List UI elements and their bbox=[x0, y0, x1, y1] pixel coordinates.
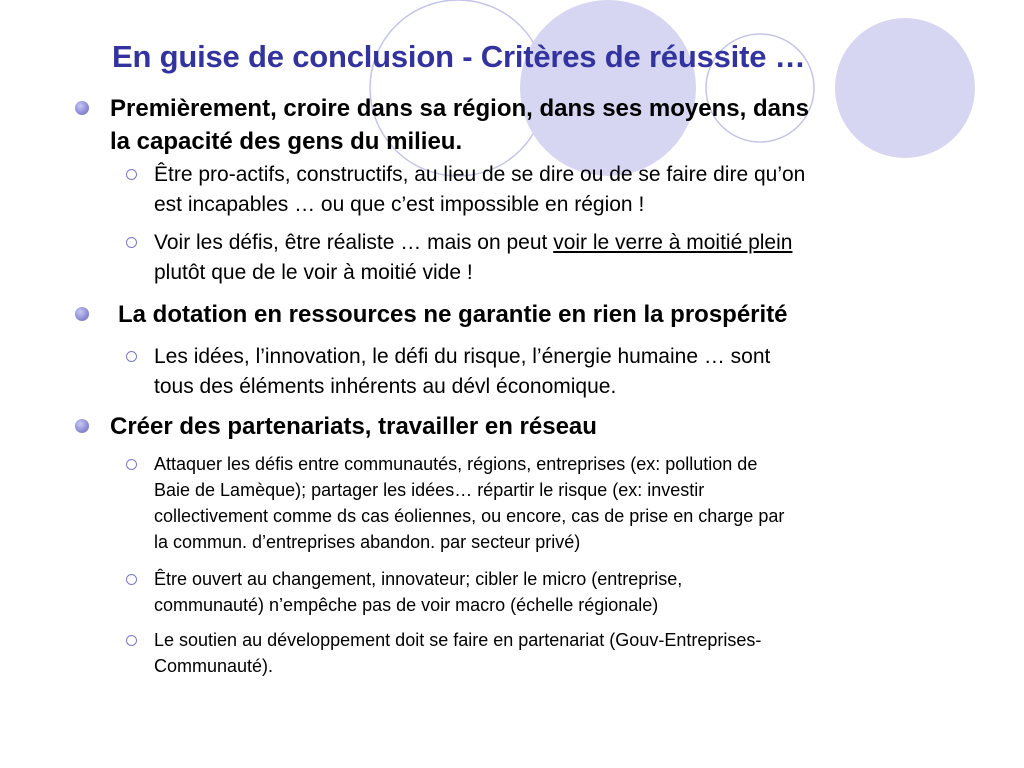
sub-bullet-1-1-line-1: Être pro-actifs, constructifs, au lieu de se dire ou de se faire dire qu’on bbox=[154, 163, 806, 186]
sub-bullet-ring-icon bbox=[126, 169, 137, 180]
sub-bullet-3-1-line-1: Attaquer les défis entre communautés, régions, entreprises (ex: pollution de bbox=[154, 454, 758, 474]
sub-bullet-1-1-line-2: est incapables … ou que c’est impossible en région ! bbox=[154, 193, 645, 216]
verre-a-moitie-plein-link[interactable]: voir le verre à moitié plein bbox=[553, 231, 793, 254]
sub-bullet-3-2-line-1: Être ouvert au changement, innovateur; cibler le micro (entreprise, bbox=[154, 569, 683, 589]
bullet-dot-icon bbox=[75, 307, 89, 321]
sub-bullet-2-1-line-2: tous des éléments inhérents au dévl économique. bbox=[154, 375, 617, 398]
sub-bullet-ring-icon bbox=[126, 574, 137, 585]
bullet-dot-icon bbox=[75, 419, 89, 433]
sub-bullet-1-2-line-2: plutôt que de le voir à moitié vide ! bbox=[154, 261, 473, 284]
sub-bullet-3-1-line-2: Baie de Lamèque); partager les idées… répartir le risque (ex: investir bbox=[154, 480, 705, 500]
sub-bullet-ring-icon bbox=[126, 635, 137, 646]
bullet-3-text: Créer des partenariats, travailler en réseau bbox=[110, 413, 597, 440]
sub-bullet-2-1-line-1: Les idées, l’innovation, le défi du risque, l’énergie humaine … sont bbox=[154, 345, 771, 368]
sub-bullet-3-2-line-2: communauté) n’empêche pas de voir macro (échelle régionale) bbox=[154, 595, 659, 615]
bullet-2-text: La dotation en ressources ne garantie en rien la prospérité bbox=[118, 301, 788, 328]
sub-bullet-ring-icon bbox=[126, 351, 137, 362]
sub-bullet-ring-icon bbox=[126, 459, 137, 470]
circle-filled-2 bbox=[835, 18, 975, 158]
bullet-1-line-2: la capacité des gens du milieu. bbox=[110, 128, 463, 155]
bullet-dot-icon bbox=[75, 101, 89, 115]
sub-bullet-3-1-line-4: la commun. d’entreprises abandon. par secteur privé) bbox=[154, 532, 581, 552]
sub-bullet-3-1-line-3: collectivement comme ds cas éoliennes, ou encore, cas de prise en charge par bbox=[154, 506, 785, 526]
sub-bullet-3-3-line-2: Communauté). bbox=[154, 656, 274, 676]
sub-bullet-1-2-text: Voir les défis, être réaliste … mais on peut bbox=[154, 231, 554, 254]
sub-bullet-ring-icon bbox=[126, 237, 137, 248]
sub-bullet-3-3-line-1: Le soutien au développement doit se faire en partenariat (Gouv-Entreprises- bbox=[154, 630, 762, 650]
slide-title: En guise de conclusion - Critères de réussite … bbox=[112, 39, 806, 74]
bullet-1-line-1: Premièrement, croire dans sa région, dans ses moyens, dans bbox=[110, 95, 809, 122]
